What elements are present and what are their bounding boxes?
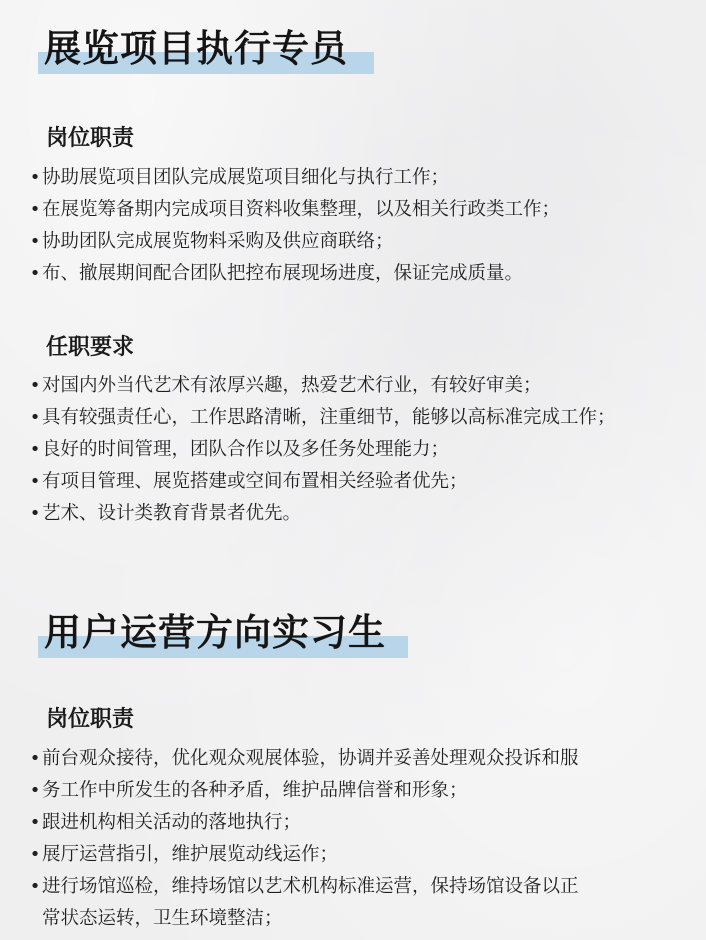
section-1-duties-heading: 岗位职责: [46, 126, 135, 151]
list-item: •协助团队完成展览物料采购及供应商联络；: [28, 226, 560, 258]
section-2-title: 用户运营方向实习生: [44, 611, 386, 654]
list-item: •进行场馆巡检，维持场馆以艺术机构标准运营，保持场馆设备以正: [28, 871, 579, 903]
list-item: •艺术、设计类教育背景者优先。: [28, 498, 616, 530]
section-2-duties-heading: 岗位职责: [46, 707, 135, 732]
list-item: •对国内外当代艺术有浓厚兴趣，热爱艺术行业，有较好审美；: [28, 370, 616, 402]
list-item: •协助展览项目团队完成展览项目细化与执行工作；: [28, 162, 560, 194]
bullet-icon: •: [29, 199, 41, 220]
section-1-title: 展览项目执行专员: [44, 27, 348, 70]
bullet-icon: •: [29, 439, 41, 460]
list-item: •前台观众接待，优化观众观展体验，协调并妥善处理观众投诉和服: [28, 743, 579, 775]
bullet-icon: •: [29, 471, 41, 492]
section-2-title-block: [38, 606, 408, 660]
list-item: •布、撤展期间配合团队把控布展现场进度，保证完成质量。: [28, 258, 560, 290]
list-item: •展厅运营指引，维护展览动线运作；: [28, 839, 579, 871]
bullet-icon: •: [29, 407, 41, 428]
bullet-icon: •: [29, 375, 41, 396]
bullet-icon: •: [29, 503, 41, 524]
bullet-icon: •: [29, 780, 41, 801]
list-item: •具有较强责任心，工作思路清晰，注重细节，能够以高标准完成工作；: [28, 402, 616, 434]
section-1-requirements-heading: 任职要求: [46, 335, 135, 360]
bullet-icon: •: [29, 748, 41, 769]
bullet-icon: •: [29, 231, 41, 252]
list-item: •有项目管理、展览搭建或空间布置相关经验者优先；: [28, 466, 616, 498]
section-1-title-block: [38, 22, 374, 76]
bullet-icon: •: [29, 844, 41, 865]
section-1-duties-list: [28, 162, 560, 290]
bullet-icon: •: [29, 876, 41, 897]
bullet-icon: •: [29, 812, 41, 833]
list-item-continuation: 常状态运转，卫生环境整洁；: [42, 908, 283, 929]
bullet-icon: •: [29, 167, 41, 188]
list-item: •跟进机构相关活动的落地执行；: [28, 807, 579, 839]
section-2-duties-list: [28, 743, 579, 935]
list-item: •务工作中所发生的各种矛盾，维护品牌信誉和形象；: [28, 775, 579, 807]
section-1-requirements-list: [28, 370, 616, 530]
list-item: •在展览筹备期内完成项目资料收集整理，以及相关行政类工作；: [28, 194, 560, 226]
list-item: •良好的时间管理，团队合作以及多任务处理能力；: [28, 434, 616, 466]
bullet-icon: •: [29, 263, 41, 284]
